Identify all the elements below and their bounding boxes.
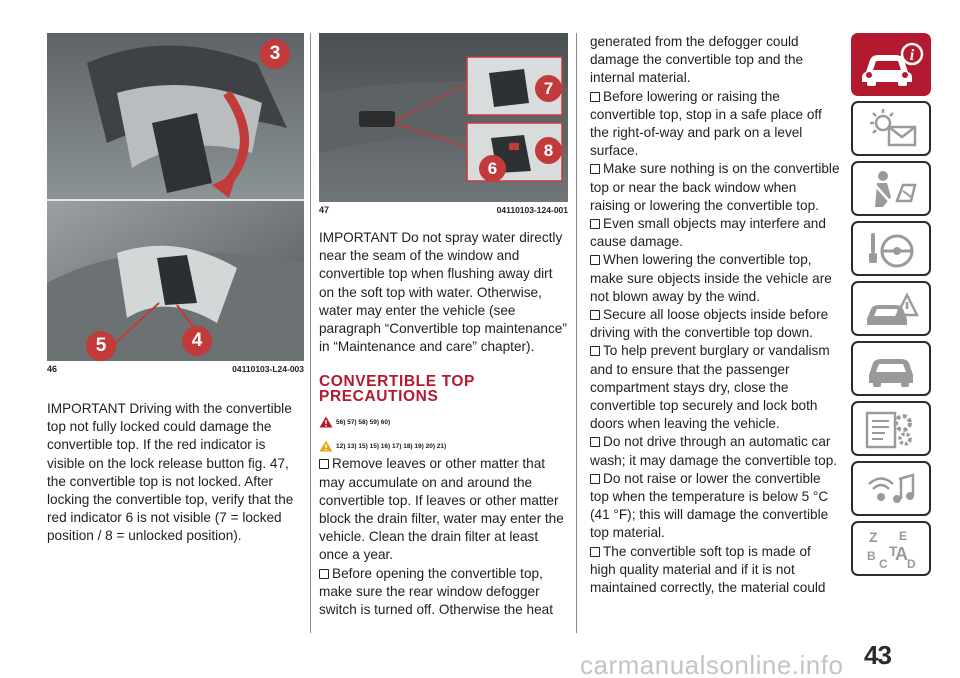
checkbox-bullet-icon — [590, 474, 600, 484]
index-letters-icon — [861, 526, 921, 572]
index-letter: D — [907, 556, 916, 571]
important-note: IMPORTANT Do not spray water directly near the seam of the window and convertible top when flushing away dirt on the soft top with water. Otherwise, water may enter the vehicle (see paragraph “Convertible top maintenance” in “Maintenance and care” chapter). — [319, 230, 567, 355]
figure-code: 04110103-L24-003 — [232, 364, 304, 374]
list-item: When lowering the convertible top, make sure objects inside the vehicle are not blown away by the wind. — [590, 252, 832, 304]
checkbox-bullet-icon — [590, 255, 600, 265]
list-item: Even small objects may interfere and cause damage. — [590, 216, 826, 250]
checkbox-bullet-icon — [590, 346, 600, 356]
callout-5: 5 — [86, 331, 116, 361]
callout-6: 6 — [479, 155, 506, 182]
list-item: Do not drive through an automatic car wash; it may damage the convertible top. — [590, 434, 838, 468]
list-item: Before opening the convertible top, make sure the rear window defogger switch is turned off. Otherwise the heat — [319, 565, 553, 618]
warning-triangle-icon — [319, 416, 333, 428]
index-letter: B — [867, 548, 876, 563]
caution-triangle-icon — [319, 440, 333, 452]
index-letter: C — [879, 556, 888, 571]
checkbox-bullet-icon — [590, 437, 600, 447]
svg-text:i: i — [909, 46, 915, 64]
important-note: IMPORTANT Driving with the convertible top not fully locked could damage the convertible top. If the red indicator is visible on the lock release button fig. 47, the convertible top is not locked. After locking the convertible top, verify that the red indicator 6 is not visible (7 = locked position / 8 = unlocked position). — [47, 401, 294, 544]
index-letter: E — [899, 528, 908, 543]
checkbox-bullet-icon — [590, 547, 600, 557]
tab-specifications[interactable] — [851, 401, 931, 456]
figure-47-caption — [319, 205, 568, 215]
figure-46-photo — [47, 33, 304, 361]
checkbox-bullet-icon — [590, 164, 600, 174]
list-item: Secure all loose objects inside before driving with the convertible top down. — [590, 307, 829, 341]
list-item: Make sure nothing is on the convertible top or near the back window when raising or lowering the convertible top. — [590, 161, 840, 213]
checkbox-bullet-icon — [590, 219, 600, 229]
column-1 — [47, 33, 304, 546]
figure-46-image — [47, 33, 304, 361]
list-item: Before lowering or raising the convertible top, stop in a safe place off the right-of-way and park on a level surface. — [590, 88, 822, 159]
figure-47-photo — [319, 33, 568, 202]
warning-refs-text: 56) 57) 58) 59) 60) — [336, 418, 391, 426]
chapter-sidebar — [851, 33, 931, 581]
list-item: The convertible soft top is made of high quality material and if it is not maintained correctly, the material could — [590, 543, 826, 596]
figure-47-image — [319, 33, 568, 202]
car-crash-icon — [861, 287, 921, 331]
page-number: 43 — [864, 640, 891, 670]
section-heading: CONVERTIBLE TOP PRECAUTIONS — [319, 373, 475, 406]
tab-car-info[interactable] — [851, 33, 931, 96]
list-item: Remove leaves or other matter that may accumulate on and around the convertible top. If leaves or other matter block the drain filter, water may enter the vehicle. Clean the drain filter at least once a year. — [319, 456, 564, 563]
tab-multimedia[interactable] — [851, 461, 931, 516]
specifications-gear-icon — [861, 407, 921, 451]
column-divider — [310, 33, 311, 633]
callout-3: 3 — [260, 39, 290, 69]
tab-emergency[interactable] — [851, 281, 931, 336]
tab-maintenance[interactable] — [851, 341, 931, 396]
checkbox-bullet-icon — [319, 569, 329, 579]
column-2 — [319, 33, 568, 619]
caution-refs — [319, 440, 568, 452]
checkbox-bullet-icon — [319, 459, 329, 469]
list-item: To help prevent burglary or vandalism and to ensure that the passenger compartment stays dry, close the convertible top securely and lock both doors when leaving the vehicle. — [590, 343, 830, 432]
car-info-icon — [858, 42, 924, 88]
tab-index[interactable] — [851, 521, 931, 576]
callout-7: 7 — [535, 75, 562, 102]
multimedia-icon — [861, 467, 921, 511]
continuation-text: generated from the defogger could damage the convertible top and the internal material. — [590, 34, 804, 86]
tab-seat-safety[interactable] — [851, 161, 931, 216]
column-divider — [576, 33, 577, 633]
callout-4: 4 — [182, 326, 212, 356]
index-letter: T — [889, 542, 898, 559]
steering-wheel-icon — [861, 227, 921, 271]
car-service-icon — [861, 347, 921, 391]
figure-number: 46 — [47, 364, 58, 374]
seat-safety-icon — [861, 167, 921, 211]
tab-warning-lights[interactable] — [851, 101, 931, 156]
index-letter: A — [895, 543, 908, 564]
figure-code: 04110103-124-001 — [496, 205, 568, 215]
figure-46-caption — [47, 364, 304, 374]
column-3 — [590, 33, 840, 597]
figure-number: 47 — [319, 205, 330, 215]
index-letter: Z — [869, 528, 878, 545]
callout-8: 8 — [535, 137, 562, 164]
checkbox-bullet-icon — [590, 310, 600, 320]
list-item: Do not raise or lower the convertible top when the temperature is below 5 °C (41 °F); this will damage the convertible top material. — [590, 470, 829, 541]
watermark: carmanualsonline.info — [580, 650, 844, 678]
warning-lights-icon — [861, 107, 921, 151]
checkbox-bullet-icon — [590, 92, 600, 102]
warning-refs — [319, 416, 568, 428]
caution-refs-text: 12) 13) 15) 15) 16) 17) 18) 19) 20) 21) — [336, 442, 447, 450]
tab-steering[interactable] — [851, 221, 931, 276]
